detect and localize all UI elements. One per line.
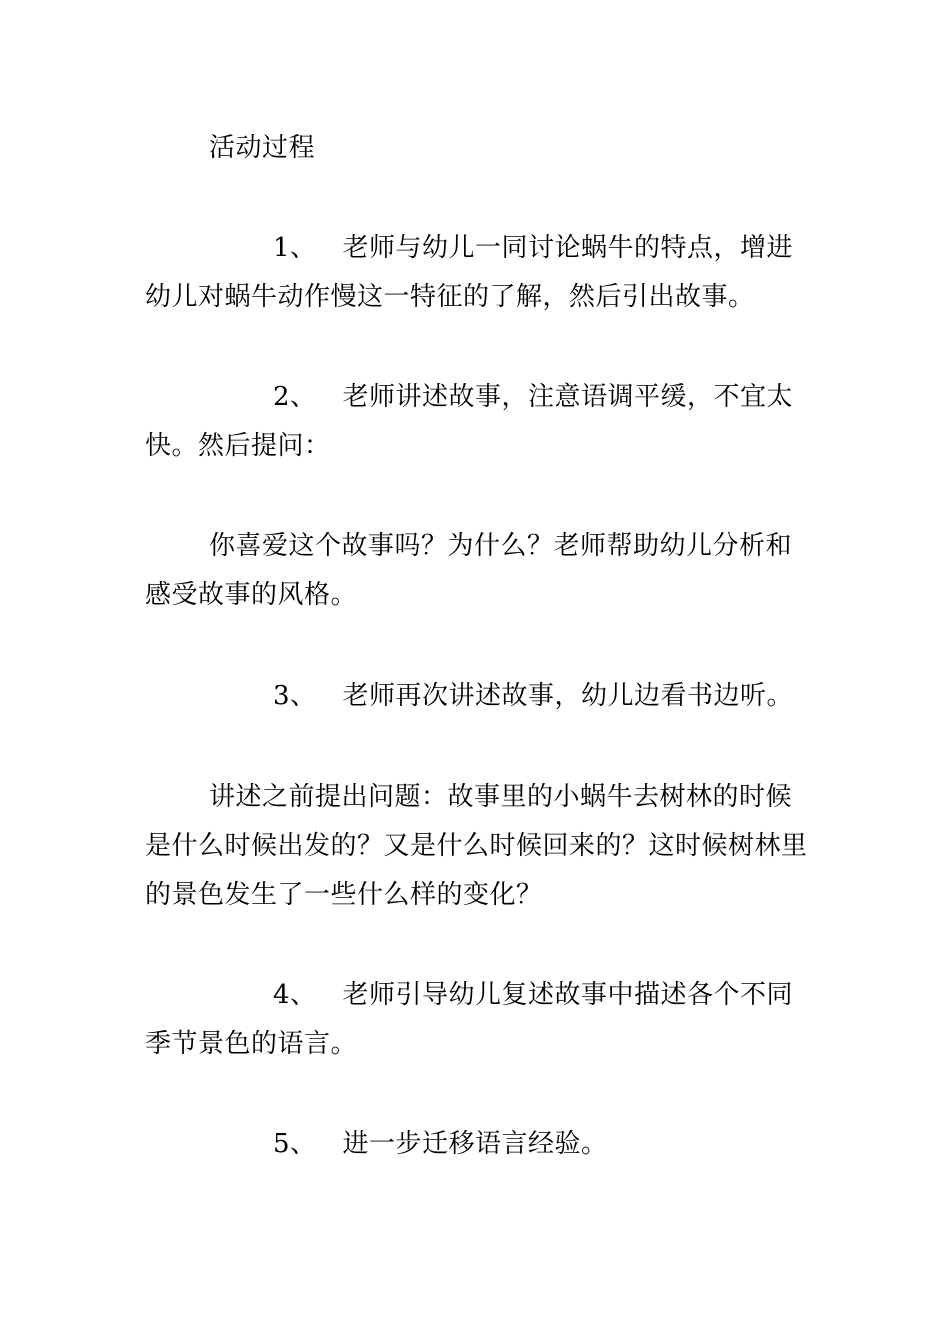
step-5-text: 进一步迁移语言经验。 [342, 1129, 608, 1159]
step-2-paragraph [145, 373, 810, 471]
step-2-questions-paragraph [145, 522, 810, 620]
step-3-paragraph [145, 672, 810, 721]
step-4-number: 4、 [273, 980, 317, 1010]
step-3-text: 老师再次讲述故事，幼儿边看书边听。 [342, 681, 794, 711]
step-1-paragraph [145, 224, 810, 322]
section-heading: 活动过程 [209, 133, 316, 163]
step-3-number: 3、 [273, 681, 317, 711]
step-1-text: 老师与幼儿一同讨论蜗牛的特点，增进幼儿对蜗牛动作慢这一特征的了解，然后引出故事。 [145, 233, 794, 312]
step-2-number: 2、 [273, 382, 317, 412]
step-2-text: 老师讲述故事，注意语调平缓，不宜太快。然后提问： [145, 382, 794, 461]
step-2-questions-text: 你喜爱这个故事吗？为什么？老师帮助幼儿分析和感受故事的风格。 [145, 531, 793, 610]
step-1-number: 1、 [273, 233, 317, 263]
step-5-number: 5、 [273, 1129, 317, 1159]
step-3-questions-paragraph [145, 773, 810, 920]
step-4-paragraph [145, 971, 810, 1069]
step-4-text: 老师引导幼儿复述故事中描述各个不同季节景色的语言。 [145, 980, 794, 1059]
step-5-paragraph [145, 1120, 810, 1169]
step-3-questions-text: 讲述之前提出问题：故事里的小蜗牛去树林的时候是什么时候出发的？又是什么时候回来的？这时候树林里的景色发生了一些什么样的变化？ [145, 782, 808, 910]
